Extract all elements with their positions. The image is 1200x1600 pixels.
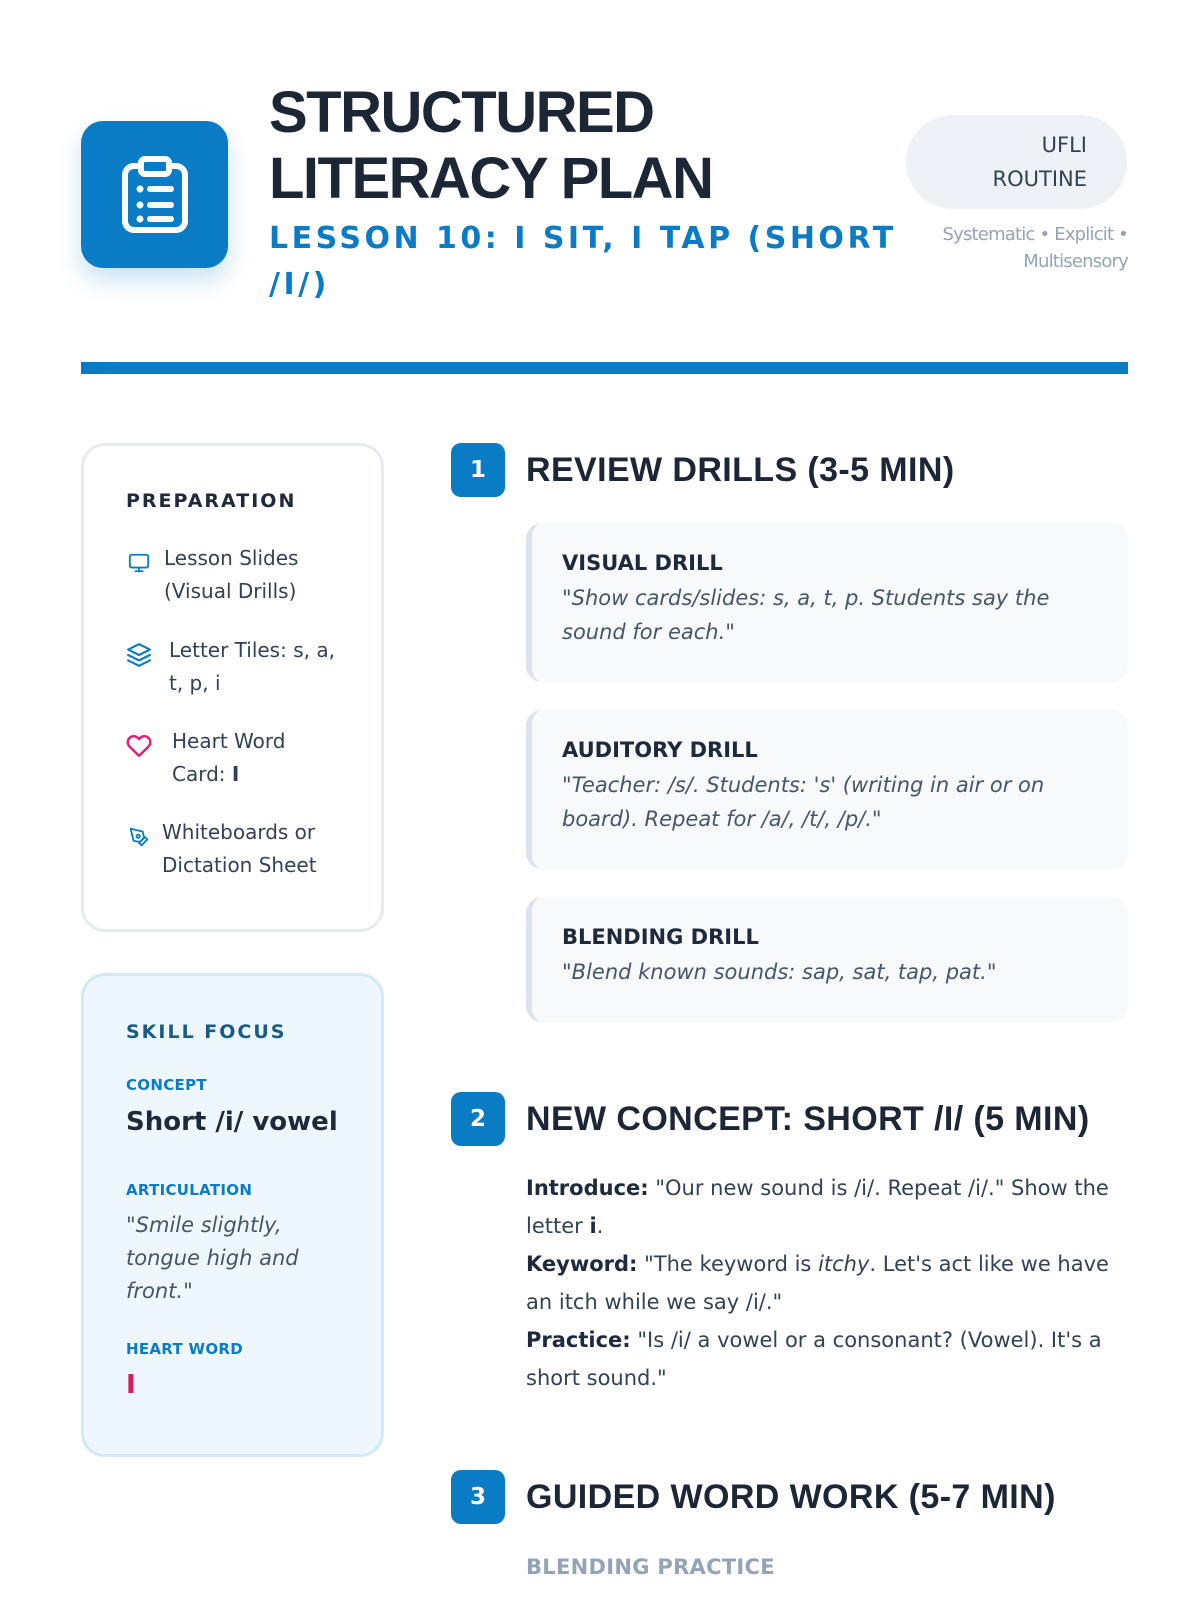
layers-icon bbox=[124, 640, 154, 670]
articulation-label: ARTICULATION bbox=[126, 1181, 253, 1199]
skill-focus-heading: SKILL FOCUS bbox=[126, 1021, 287, 1043]
header-divider bbox=[81, 362, 1128, 374]
step-number-badge: 2 bbox=[451, 1092, 505, 1146]
heart-word-value: I bbox=[126, 1370, 136, 1400]
lesson-subtitle: LESSON 10: I SIT, I TAP (SHORT /I/) bbox=[269, 221, 897, 302]
introduce-label: Introduce: bbox=[526, 1176, 649, 1200]
new-concept-body bbox=[526, 1169, 1111, 1397]
step-title: NEW CONCEPT: SHORT /I/ (5 MIN) bbox=[526, 1100, 1090, 1138]
badge-line-2: ROUTINE bbox=[992, 167, 1087, 191]
keyword-word: itchy bbox=[818, 1252, 870, 1276]
keyword-post: . Let's act like we have an itch while we say /i/." bbox=[526, 1252, 1109, 1314]
keyword-label: Keyword: bbox=[526, 1252, 638, 1276]
prep-item-whiteboards bbox=[124, 816, 317, 882]
routine-badge bbox=[906, 115, 1127, 209]
auditory-drill-card bbox=[526, 710, 1128, 869]
monitor-icon bbox=[124, 548, 154, 578]
drill-title: VISUAL DRILL bbox=[562, 551, 723, 575]
introduce-end: . bbox=[596, 1214, 604, 1238]
drill-title: BLENDING DRILL bbox=[562, 925, 759, 949]
prep-item-text: Lesson Slides bbox=[164, 546, 299, 570]
concept-value: Short /i/ vowel bbox=[126, 1107, 338, 1137]
step-title: REVIEW DRILLS (3-5 MIN) bbox=[526, 451, 955, 489]
tagline-line-1: Systematic • Explicit • bbox=[942, 224, 1128, 245]
logo-badge bbox=[81, 121, 228, 268]
blending-practice-heading: BLENDING PRACTICE bbox=[526, 1555, 775, 1579]
heart-word-label: HEART WORD bbox=[126, 1340, 244, 1358]
step-number-badge: 1 bbox=[451, 443, 505, 497]
pen-tool-icon bbox=[124, 822, 154, 852]
tagline bbox=[930, 221, 1128, 275]
prep-item-tiles bbox=[124, 634, 335, 700]
preparation-card bbox=[81, 443, 384, 932]
prep-item-text: Heart Word bbox=[172, 729, 286, 753]
concept-label: CONCEPT bbox=[126, 1076, 207, 1094]
practice-text: "Is /i/ a vowel or a consonant? (Vowel). It's a short sound." bbox=[526, 1328, 1102, 1390]
drill-text: "Show cards/slides: s, a, t, p. Students say the sound for each." bbox=[562, 586, 1050, 644]
prep-item-text: Letter Tiles: s, a, bbox=[169, 638, 335, 662]
drill-text: "Blend known sounds: sap, sat, tap, pat." bbox=[562, 960, 997, 984]
keyword-pre: "The keyword is bbox=[644, 1252, 812, 1276]
introduce-letter: i bbox=[589, 1214, 597, 1238]
prep-item-text: Dictation Sheet bbox=[162, 853, 317, 877]
prep-item-text: Card: bbox=[172, 762, 232, 786]
prep-item-text: t, p, i bbox=[169, 671, 221, 695]
prep-item-heart-card bbox=[124, 725, 285, 791]
clipboard-list-icon bbox=[121, 156, 189, 234]
prep-item-text: Whiteboards or bbox=[162, 820, 316, 844]
prep-item-slides bbox=[124, 542, 298, 608]
drill-text: "Teacher: /s/. Students: 's' (writing in air or on board). Repeat for /a/, /t/, /p/." bbox=[562, 773, 1045, 831]
step-title: GUIDED WORD WORK (5-7 MIN) bbox=[526, 1478, 1056, 1516]
practice-label: Practice: bbox=[526, 1328, 631, 1352]
step-number-badge: 3 bbox=[451, 1470, 505, 1524]
heart-word-inline: I bbox=[231, 762, 240, 786]
visual-drill-card bbox=[526, 523, 1128, 682]
articulation-value: "Smile slightly, tongue high and front." bbox=[126, 1213, 299, 1303]
heart-icon bbox=[124, 731, 154, 761]
tagline-line-2: Multisensory bbox=[1023, 251, 1128, 272]
badge-line-1: UFLI bbox=[1041, 133, 1087, 157]
skill-focus-card bbox=[81, 973, 384, 1457]
introduce-paragraph bbox=[526, 1169, 1111, 1245]
drill-title: AUDITORY DRILL bbox=[562, 738, 758, 762]
prep-item-text: (Visual Drills) bbox=[164, 579, 297, 603]
page-title: STRUCTURED LITERACY PLAN bbox=[269, 80, 713, 211]
preparation-heading: PREPARATION bbox=[126, 490, 297, 512]
practice-paragraph bbox=[526, 1321, 1111, 1397]
introduce-text: "Our new sound is /i/. Repeat /i/." Show the letter bbox=[526, 1176, 1109, 1238]
blending-drill-card bbox=[526, 897, 1128, 1022]
keyword-paragraph bbox=[526, 1245, 1111, 1321]
